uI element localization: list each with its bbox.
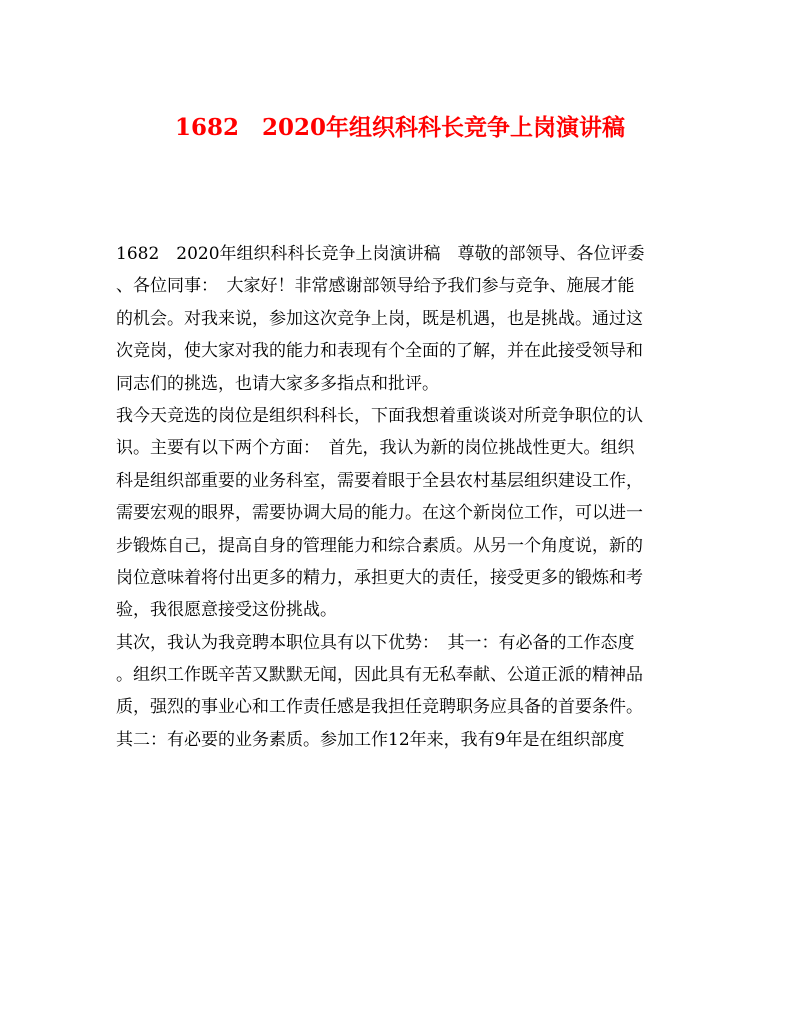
body-line: 其二：有必要的业务素质。参加工作12年来，我有9年是在组织部度 [116,729,625,750]
body-line: 科是组织部重要的业务科室，需要着眼于全县农村基层组织建设工作， [116,470,643,491]
body-line: 识。主要有以下两个方面： 首先，我认为新的岗位挑战性更大。组织 [116,438,635,459]
body-line: 验，我很愿意接受这份挑战。 [116,600,337,621]
body-line: 次竞岗，使大家对我的能力和表现有个全面的了解，并在此接受领导和 [116,341,643,362]
body-line: 岗位意味着将付出更多的精力，承担更大的责任，接受更多的锻炼和考 [116,567,643,588]
document-body [116,238,696,756]
body-line: 我今天竞选的岗位是组织科科长，下面我想着重谈谈对所竞争职位的认 [116,405,643,426]
body-line: 需要宏观的眼界，需要协调大局的能力。在这个新岗位工作，可以进一 [116,503,643,524]
body-line: 质，强烈的事业心和工作责任感是我担任竞聘职务应具备的首要条件。 [116,697,643,718]
body-line: 、各位同事： 大家好！非常感谢部领导给予我们参与竞争、施展才能 [116,276,635,297]
document-title: 1682 2020年组织科科长竞争上岗演讲稿 [174,114,626,141]
body-line: 其次，我认为我竞聘本职位具有以下优势： 其一：有必备的工作态度 [116,632,635,653]
body-line: 同志们的挑选，也请大家多多指点和批评。 [116,373,439,394]
body-line: 的机会。对我来说，参加这次竞争上岗，既是机遇，也是挑战。通过这 [116,308,643,329]
body-line: 。组织工作既辛苦又默默无闻，因此具有无私奉献、公道正派的精神品 [116,665,643,686]
body-line: 1682 2020年组织科科长竞争上岗演讲稿 尊敬的部领导、各位评委 [116,244,645,264]
body-line: 步锻炼自己，提高自身的管理能力和综合素质。从另一个角度说，新的 [116,535,643,556]
